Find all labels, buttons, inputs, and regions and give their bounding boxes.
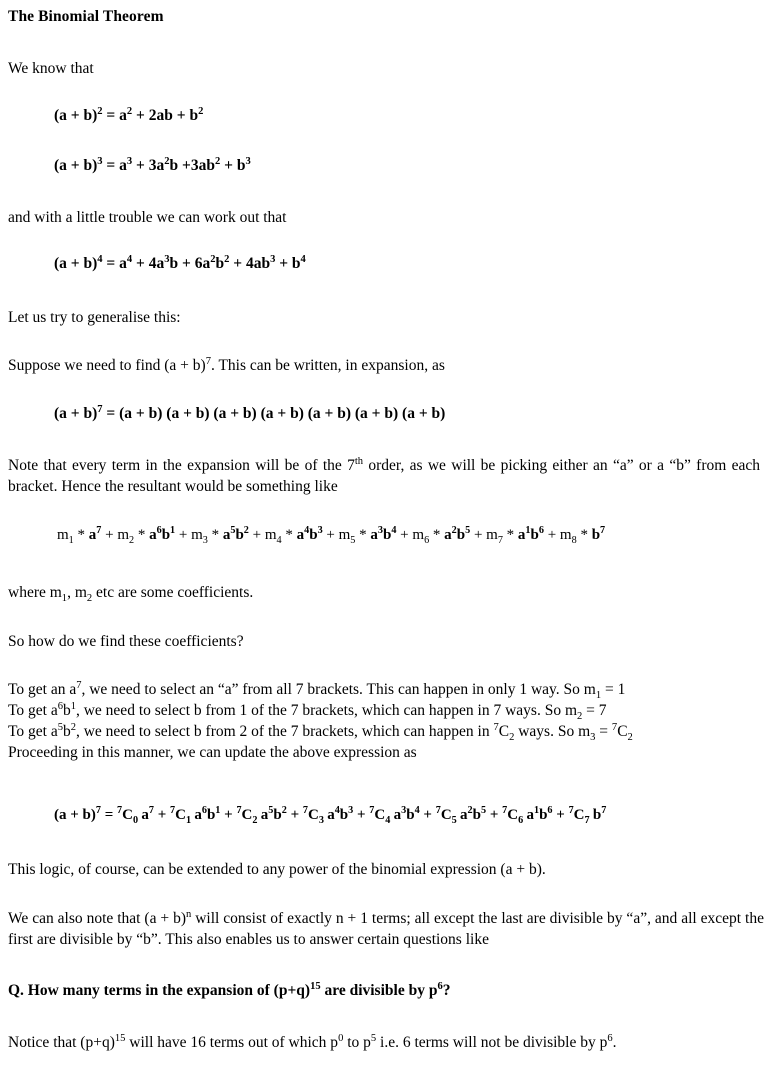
derivation-line-2-base2: b bbox=[62, 702, 71, 719]
equation-m-coefficients bbox=[57, 527, 605, 544]
answer-sup4: 6 bbox=[607, 1032, 613, 1044]
answer-sup3: 5 bbox=[370, 1032, 377, 1044]
derivation-line-3-comb-sub: 2 bbox=[509, 732, 515, 744]
derivation-line-1-suffix: = 1 bbox=[601, 681, 626, 698]
derivation-line-1-prefix: To get an a bbox=[8, 681, 77, 698]
paragraph-so-how: So how do we find these coefficients? bbox=[8, 633, 244, 650]
derivation-line-2-prefix: To get a bbox=[8, 702, 58, 719]
answer-sup2: 0 bbox=[338, 1032, 344, 1044]
equation-power-3 bbox=[54, 157, 251, 175]
equation-power-4-text: $(a + b)^4 = a^4 + 4a^3b + 6a^2b^2 + 4ab^3 + b^4$ bbox=[54, 253, 306, 272]
answer-mid2: to p bbox=[343, 1034, 371, 1051]
derivation-line-2 bbox=[8, 700, 768, 721]
derivation-line-3-base2: b bbox=[62, 723, 71, 740]
equation-m-coefficients-text: $m_1 * a^7 + m_2 * a^6b^1 + m_3 * a^5b^2 + m_4 * a^4b^3 + m_5 * a^3b^4 + m_6 * a^2b^5 + m_7 * a^1b^6 + m_8 * b^7$ bbox=[57, 525, 606, 546]
paragraph-generalise: Let us try to generalise this: bbox=[8, 309, 181, 326]
paragraph-little-trouble: and with a little trouble we can work out that bbox=[8, 209, 287, 226]
equation-combinations-text: $(a + b)^7 = ^7C_0$ $a^7 + ^7C_1$ $a^6b^1 + ^7C_2$ $a^5b^2 + ^7C_3$ $a^4b^3 + ^7C_4$ $a^3b^4 + ^7C_5$ $a^2b^5 + ^7C_6$ $a^1b^6 + ^7C_7$ $b^7$ bbox=[54, 805, 607, 826]
paragraph-suppose-prefix: Suppose we need to find (a + b) bbox=[8, 357, 206, 374]
answer-prefix: Notice that (p+q) bbox=[8, 1034, 115, 1051]
derivation-line-3-eq: = bbox=[595, 723, 612, 740]
paragraph-note-prefix: Note that every term in the expansion will be of the 7 bbox=[8, 457, 355, 474]
derivation-line-2-sub1: 2 bbox=[577, 711, 583, 723]
question-suffix: ? bbox=[442, 982, 451, 999]
derivation-line-2-sup2: 1 bbox=[70, 700, 76, 712]
question-heading bbox=[8, 982, 760, 1000]
paragraph-suppose bbox=[8, 355, 748, 376]
derivation-line-3-comb2-sup: 7 bbox=[611, 721, 618, 733]
paragraph-we-can-also-prefix: We can also note that (a + b) bbox=[8, 910, 186, 927]
derivation-line-1 bbox=[8, 679, 768, 700]
paragraph-where-a: where m bbox=[8, 584, 62, 601]
paragraph-where-coefficients bbox=[8, 582, 748, 603]
answer-sup1: 15 bbox=[114, 1032, 126, 1044]
derivation-line-3-comb2-sub: 2 bbox=[627, 732, 633, 744]
paragraph-where-c: etc are some coefficients. bbox=[92, 584, 254, 601]
question-sup1: 15 bbox=[310, 980, 321, 992]
answer-mid3: i.e. 6 terms will not be divisible by p bbox=[376, 1034, 608, 1051]
derivation-line-3-sup1: 5 bbox=[57, 721, 63, 733]
answer-mid: will have 16 terms out of which p bbox=[125, 1034, 339, 1051]
derivation-line-2-suffix: = 7 bbox=[582, 702, 607, 719]
paragraph-we-know: We know that bbox=[8, 60, 94, 77]
paragraph-where-sub1: 1 bbox=[61, 593, 68, 605]
derivation-line-3-comb-sup: 7 bbox=[493, 721, 499, 733]
derivation-line-1-sub1: 1 bbox=[595, 690, 602, 702]
derivation-line-3-sub1: 3 bbox=[590, 732, 596, 744]
derivation-line-3-mid: , we need to select b from 2 of the 7 brackets, which can happen in bbox=[75, 723, 494, 740]
paragraph-proceeding: Proceeding in this manner, we can update the above expression as bbox=[8, 744, 417, 761]
derivation-line-3-comb-base: C bbox=[498, 723, 510, 740]
paragraph-note-ordinal: th bbox=[354, 455, 364, 467]
equation-power-2 bbox=[54, 107, 203, 125]
derivation-line-3-sup2: 2 bbox=[70, 721, 76, 733]
answer-paragraph bbox=[8, 1032, 764, 1053]
paragraph-suppose-suffix: . This can be written, in expansion, as bbox=[210, 357, 445, 374]
paragraph-where-b: , m bbox=[67, 584, 87, 601]
answer-suffix: . bbox=[612, 1034, 617, 1051]
derivation-line-3 bbox=[8, 721, 768, 742]
equation-power-7-brackets bbox=[54, 405, 445, 423]
derivation-line-3-prefix: To get a bbox=[8, 723, 58, 740]
question-mid: are divisible by p bbox=[320, 982, 438, 999]
paragraph-note-suffix: order, as we will be picking either an “a” or a “b” from each bracket. Hence the resultant would be something like bbox=[8, 457, 760, 495]
paragraph-note-order bbox=[8, 455, 760, 497]
equation-combinations bbox=[54, 807, 606, 824]
equation-power-3-text: $(a + b)^3 = a^3 + 3a^2b +3ab^2 + b^3$ bbox=[54, 155, 251, 174]
paragraph-we-can-also-suffix: will consist of exactly n + 1 terms; all except the last are divisible by “a”, and all except the first are divisible by “b”. This also enables us to answer certain questions like bbox=[8, 910, 764, 948]
derivation-line-1-mid: , we need to select an “a” from all 7 brackets. This can happen in only 1 way. So m bbox=[81, 681, 596, 698]
paragraph-this-logic: This logic, of course, can be extended to any power of the binomial expression (a + b). bbox=[8, 861, 546, 878]
derivation-line-3-comb2-base: C bbox=[617, 723, 628, 740]
paragraph-suppose-exponent: 7 bbox=[205, 355, 211, 367]
question-prefix: Q. How many terms in the expansion of (p+q) bbox=[8, 982, 311, 999]
question-sup2: 6 bbox=[437, 980, 443, 992]
paragraph-where-sub2: 2 bbox=[86, 593, 93, 605]
derivation-line-1-sup1: 7 bbox=[76, 679, 82, 691]
paragraph-we-can-also-exponent: n bbox=[186, 908, 192, 920]
equation-power-2-text: $(a + b)^2 = a^2 + 2ab + b^2$ bbox=[54, 105, 204, 124]
derivation-line-3-mid2: ways. So m bbox=[514, 723, 591, 740]
page-title: The Binomial Theorem bbox=[8, 8, 164, 25]
paragraph-we-can-also bbox=[8, 908, 764, 950]
derivation-line-2-mid: , we need to select b from 1 of the 7 brackets, which can happen in 7 ways. So m bbox=[75, 702, 578, 719]
derivation-line-2-sup1: 6 bbox=[57, 700, 63, 712]
equation-power-7-brackets-text: $(a + b)^7 = (a + b)$ (a + b) (a + b) (a + b) (a + b) (a + b) (a + b) bbox=[54, 403, 446, 422]
equation-power-4 bbox=[54, 255, 306, 273]
